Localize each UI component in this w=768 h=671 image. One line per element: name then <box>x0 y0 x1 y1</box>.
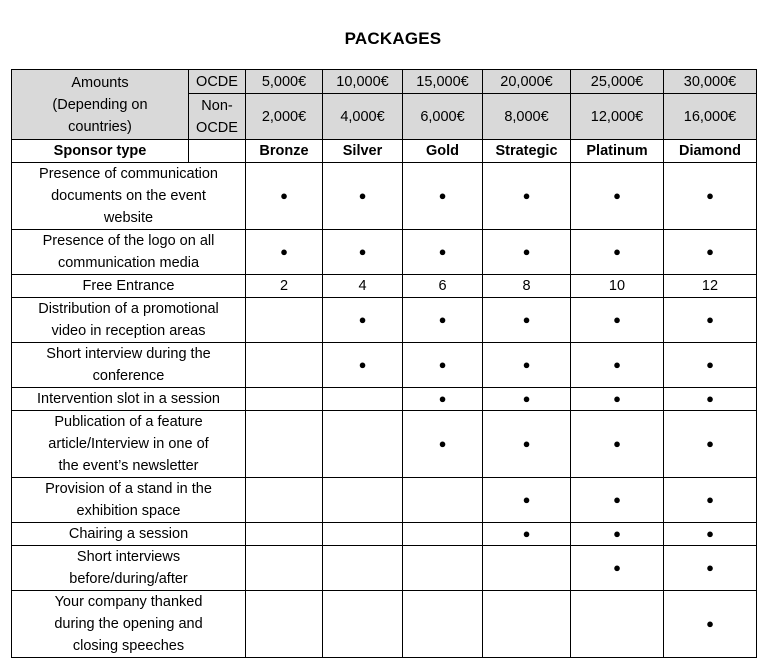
empty-cell <box>323 523 403 546</box>
bullet-icon: ● <box>403 388 483 411</box>
free-entrance-count: 8 <box>483 275 571 298</box>
feature-label-line: exhibition space <box>76 503 181 519</box>
bullet-icon: ● <box>403 411 483 478</box>
non-ocde-label-line: OCDE <box>196 119 238 136</box>
free-entrance-count: 4 <box>323 275 403 298</box>
ocde-label-cell: OCDE <box>189 70 246 94</box>
bullet-icon: ● <box>664 478 757 523</box>
tier-name-cell: Diamond <box>664 140 757 163</box>
feature-label-line: before/during/after <box>69 571 188 587</box>
free-entrance-count: 2 <box>246 275 323 298</box>
empty-cell <box>571 591 664 658</box>
non-ocde-amount-cell: 8,000€ <box>483 94 571 140</box>
bullet-icon: ● <box>571 523 664 546</box>
tier-name-cell: Silver <box>323 140 403 163</box>
non-ocde-amount-cell: 16,000€ <box>664 94 757 140</box>
feature-row <box>12 298 757 343</box>
sponsor-type-label: Sponsor type <box>12 140 189 163</box>
feature-label-cell <box>12 343 246 388</box>
ocde-amount-cell: 30,000€ <box>664 70 757 94</box>
feature-label-cell <box>12 523 246 546</box>
free-entrance-count: 10 <box>571 275 664 298</box>
bullet-icon: ● <box>323 163 403 230</box>
feature-label-line: during the opening and <box>54 616 203 632</box>
bullet-icon: ● <box>483 523 571 546</box>
feature-label-cell <box>12 230 246 275</box>
feature-label-line: Presence of communication <box>39 166 218 182</box>
bullet-icon: ● <box>664 523 757 546</box>
empty-cell <box>246 478 323 523</box>
empty-cell <box>403 478 483 523</box>
bullet-icon: ● <box>571 388 664 411</box>
bullet-icon: ● <box>664 591 757 658</box>
feature-row <box>12 523 757 546</box>
bullet-icon: ● <box>571 546 664 591</box>
feature-label-cell <box>12 163 246 230</box>
feature-label-line: website <box>103 210 154 226</box>
bullet-icon: ● <box>664 230 757 275</box>
feature-label-line: communication media <box>57 255 200 271</box>
page-title: PACKAGES <box>344 29 442 48</box>
bullet-icon: ● <box>664 546 757 591</box>
empty-cell <box>246 298 323 343</box>
feature-label-line: Your company thanked <box>54 594 203 610</box>
empty-cell <box>323 411 403 478</box>
amounts-label-line: countries) <box>68 118 132 135</box>
amounts-label-line: Amounts <box>71 74 129 91</box>
feature-row <box>12 343 757 388</box>
feature-row <box>12 478 757 523</box>
empty-cell <box>403 546 483 591</box>
bullet-icon: ● <box>403 230 483 275</box>
feature-row <box>12 546 757 591</box>
bullet-icon: ● <box>483 230 571 275</box>
feature-label-line: Intervention slot in a session <box>37 391 220 407</box>
feature-label-line: documents on the event <box>51 188 206 204</box>
feature-row <box>12 163 757 230</box>
feature-label-cell <box>12 388 246 411</box>
feature-label-line: Publication of a feature <box>54 414 203 430</box>
ocde-amount-cell: 20,000€ <box>483 70 571 94</box>
bullet-icon: ● <box>571 478 664 523</box>
ocde-amount-cell: 15,000€ <box>403 70 483 94</box>
non-ocde-amount-cell: 2,000€ <box>246 94 323 140</box>
non-ocde-amount-cell: 6,000€ <box>403 94 483 140</box>
feature-label-line: Short interview during the <box>46 346 211 362</box>
feature-label-cell <box>12 546 246 591</box>
feature-label-line: article/Interview in one of <box>48 436 209 452</box>
bullet-icon: ● <box>323 230 403 275</box>
empty-cell <box>403 591 483 658</box>
feature-label-line: Presence of the logo on all <box>42 233 215 249</box>
sponsor-type-row <box>12 140 757 163</box>
bullet-icon: ● <box>246 230 323 275</box>
bullet-icon: ● <box>483 163 571 230</box>
feature-label-line: closing speeches <box>72 638 185 654</box>
bullet-icon: ● <box>483 343 571 388</box>
feature-label-line: the event’s newsletter <box>58 458 199 474</box>
feature-label-line: Distribution of a promotional <box>38 301 219 317</box>
empty-cell <box>246 546 323 591</box>
amounts-ocde-row <box>12 70 757 94</box>
non-ocde-label-line: Non- <box>201 97 233 114</box>
feature-label-line: Chairing a session <box>68 526 189 542</box>
sponsor-type-spacer <box>189 140 246 163</box>
bullet-icon: ● <box>571 230 664 275</box>
ocde-amount-cell: 5,000€ <box>246 70 323 94</box>
bullet-icon: ● <box>571 298 664 343</box>
empty-cell <box>323 591 403 658</box>
empty-cell <box>323 388 403 411</box>
feature-row <box>12 411 757 478</box>
packages-table <box>11 69 757 658</box>
bullet-icon: ● <box>483 411 571 478</box>
non-ocde-amount-cell: 4,000€ <box>323 94 403 140</box>
feature-row <box>12 388 757 411</box>
feature-label-cell <box>12 298 246 343</box>
feature-label-line: Short interviews <box>76 549 181 565</box>
feature-label-cell <box>12 591 246 658</box>
non-ocde-amount-cell: 12,000€ <box>571 94 664 140</box>
bullet-icon: ● <box>664 411 757 478</box>
bullet-icon: ● <box>323 298 403 343</box>
tier-name-cell: Gold <box>403 140 483 163</box>
bullet-icon: ● <box>664 298 757 343</box>
feature-label-line: Provision of a stand in the <box>45 481 212 497</box>
empty-cell <box>483 546 571 591</box>
bullet-icon: ● <box>571 343 664 388</box>
tier-name-cell: Strategic <box>483 140 571 163</box>
bullet-icon: ● <box>483 478 571 523</box>
bullet-icon: ● <box>571 411 664 478</box>
empty-cell <box>246 388 323 411</box>
empty-cell <box>403 523 483 546</box>
bullet-icon: ● <box>571 163 664 230</box>
bullet-icon: ● <box>403 343 483 388</box>
empty-cell <box>246 591 323 658</box>
amounts-label-cell <box>12 70 189 140</box>
amounts-label-line: (Depending on <box>52 96 148 113</box>
bullet-icon: ● <box>323 343 403 388</box>
empty-cell <box>323 546 403 591</box>
bullet-icon: ● <box>664 163 757 230</box>
ocde-amount-cell: 10,000€ <box>323 70 403 94</box>
tier-name-cell: Bronze <box>246 140 323 163</box>
free-entrance-count: 6 <box>403 275 483 298</box>
feature-label-line: video in reception areas <box>51 323 206 339</box>
bullet-icon: ● <box>664 388 757 411</box>
empty-cell <box>483 591 571 658</box>
feature-row <box>12 275 757 298</box>
empty-cell <box>246 343 323 388</box>
feature-label-cell <box>12 478 246 523</box>
empty-cell <box>246 411 323 478</box>
bullet-icon: ● <box>483 388 571 411</box>
tier-name-cell: Platinum <box>571 140 664 163</box>
free-entrance-count: 12 <box>664 275 757 298</box>
packages-table-body <box>12 70 757 658</box>
feature-label-line: Free Entrance <box>82 278 175 294</box>
feature-label-cell <box>12 275 246 298</box>
feature-row <box>12 591 757 658</box>
ocde-amount-cell: 25,000€ <box>571 70 664 94</box>
bullet-icon: ● <box>483 298 571 343</box>
bullet-icon: ● <box>246 163 323 230</box>
bullet-icon: ● <box>403 163 483 230</box>
bullet-icon: ● <box>664 343 757 388</box>
bullet-icon: ● <box>403 298 483 343</box>
empty-cell <box>323 478 403 523</box>
feature-label-cell <box>12 411 246 478</box>
feature-label-line: conference <box>92 368 165 384</box>
non-ocde-label-cell <box>189 94 246 140</box>
feature-row <box>12 230 757 275</box>
empty-cell <box>246 523 323 546</box>
